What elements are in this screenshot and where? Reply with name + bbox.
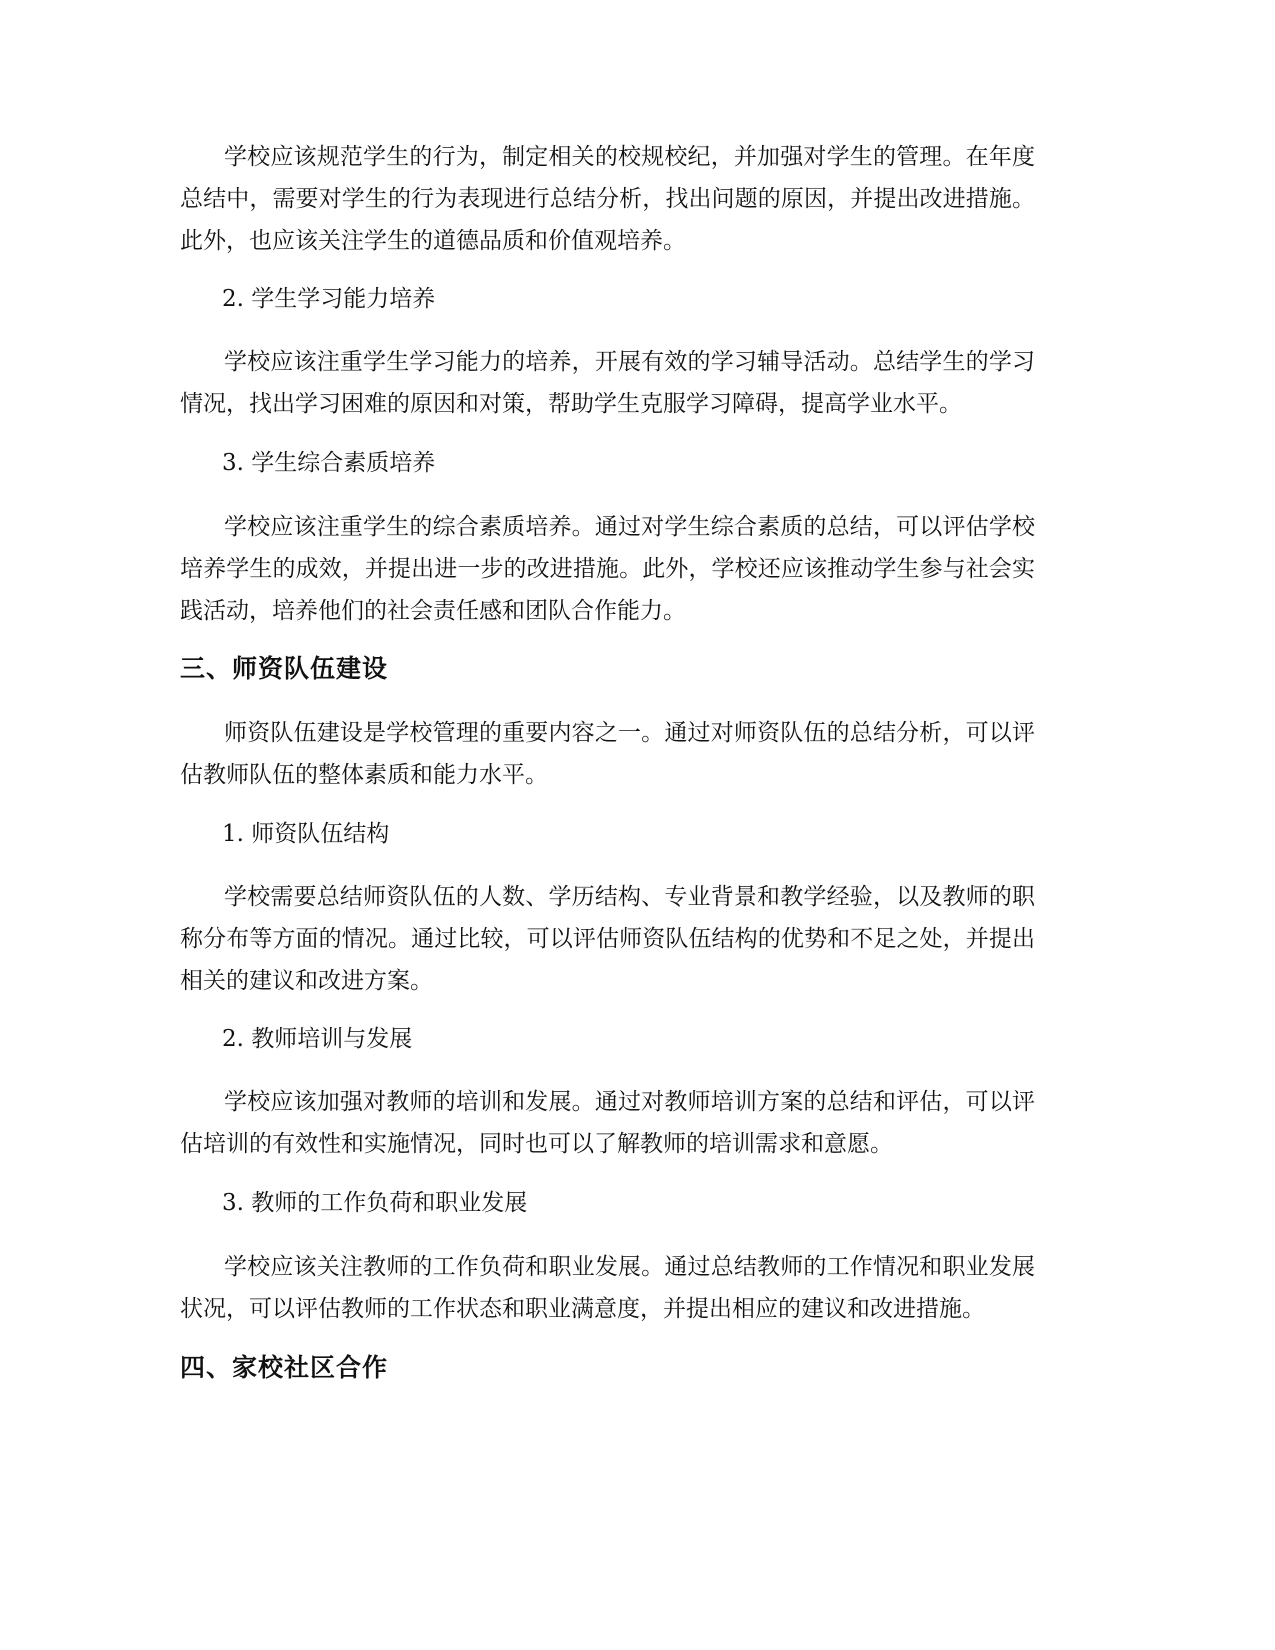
- list-item-comprehensive-quality: 3. 学生综合素质培养: [222, 450, 436, 476]
- paragraph-staff-structure: 学校需要总结师资队伍的人数、学历结构、专业背景和教学经验，以及教师的职称分布等方面的情况。通过比较，可以评估师资队伍结构的优势和不足之处，并提出相关的建议和改进方案。: [180, 884, 1035, 994]
- section-heading-home-school-community: 四、家校社区合作: [180, 1353, 389, 1382]
- list-item-teacher-training: 2. 教师培训与发展: [222, 1026, 413, 1052]
- list-item-staff-structure: 1. 师资队伍结构: [222, 821, 390, 847]
- paragraph-learning-ability: 学校应该注重学生学习能力的培养，开展有效的学习辅导活动。总结学生的学习情况，找出学习困难的原因和对策，帮助学生克服学习障碍，提高学业水平。: [180, 349, 1035, 417]
- paragraph-student-behavior: 学校应该规范学生的行为，制定相关的校规校纪，并加强对学生的管理。在年度总结中，需要对学生的行为表现进行总结分析，找出问题的原因，并提出改进措施。此外，也应该关注学生的道德品质和价值观培养。: [180, 144, 1035, 254]
- section-heading-teaching-staff: 三、师资队伍建设: [180, 654, 389, 683]
- list-item-learning-ability: 2. 学生学习能力培养: [222, 286, 436, 312]
- paragraph-comprehensive-quality: 学校应该注重学生的综合素质培养。通过对学生综合素质的总结，可以评估学校培养学生的成效，并提出进一步的改进措施。此外，学校还应该推动学生参与社会实践活动，培养他们的社会责任感和团队合作能力。: [180, 514, 1035, 624]
- paragraph-teaching-staff-intro: 师资队伍建设是学校管理的重要内容之一。通过对师资队伍的总结分析，可以评估教师队伍的整体素质和能力水平。: [180, 720, 1035, 788]
- paragraph-teacher-training: 学校应该加强对教师的培训和发展。通过对教师培训方案的总结和评估，可以评估培训的有效性和实施情况，同时也可以了解教师的培训需求和意愿。: [180, 1089, 1035, 1157]
- paragraph-teacher-workload: 学校应该关注教师的工作负荷和职业发展。通过总结教师的工作情况和职业发展状况，可以评估教师的工作状态和职业满意度，并提出相应的建议和改进措施。: [180, 1254, 1035, 1322]
- list-item-teacher-workload: 3. 教师的工作负荷和职业发展: [222, 1190, 528, 1216]
